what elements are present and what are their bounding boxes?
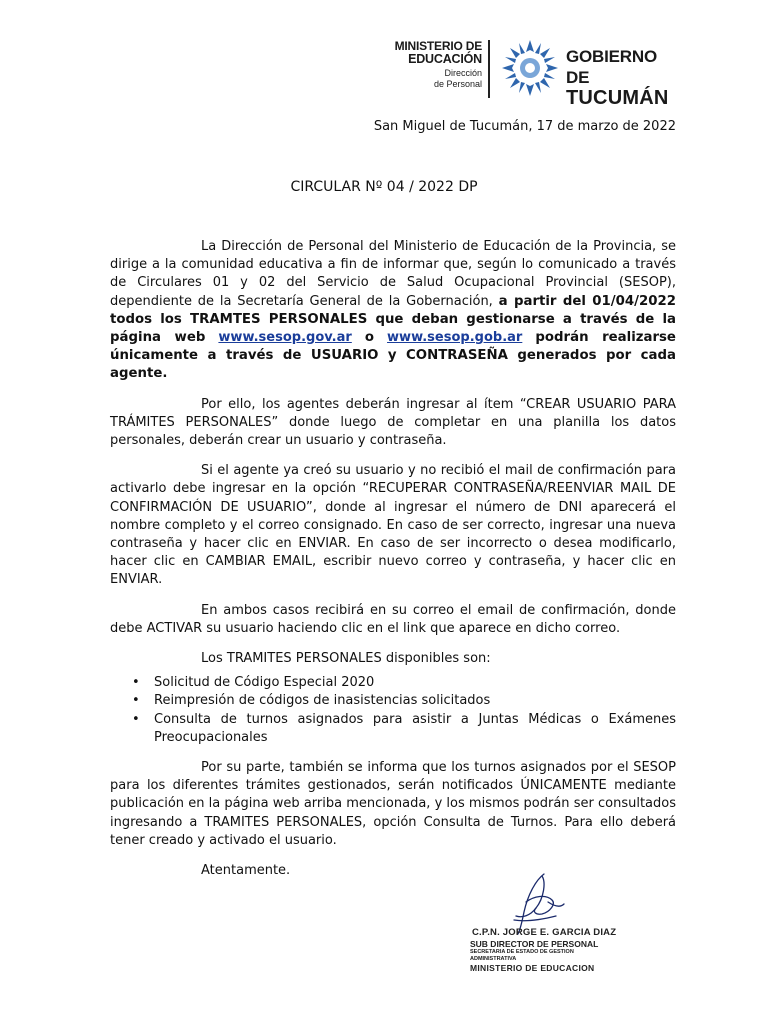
- list-item: [110, 711, 676, 747]
- signatory-role: SUB DIRECTOR DE PERSONAL: [470, 938, 599, 949]
- ministry-name-line2: EDUCACIÓN: [408, 52, 482, 66]
- letterhead: [382, 38, 682, 109]
- ministry-dept-line2: de Personal: [433, 79, 482, 89]
- paragraph-6: Por su parte, también se informa que los turnos asignados por el SESOP para los diferentes trámites gestionados, serán notificados ÚNICAMENTE mediante publicación en la página web arriba mencionada, y los mismos podrán ser consultados ingresando a TRAMITES PERSONALES, opción Consulta de Turnos. Para ello deberá tener creado y activado el usuario.: [110, 760, 676, 848]
- signatory-stamp: [470, 928, 620, 974]
- paragraph-1-text: La Dirección de Personal del Ministerio de Educación de la Provincia, se dirige a la comunidad educativa a fin de informar que, según lo comunicado a través de Circulares 01 y 02 del Servicio de Salud Ocupacional Provincial (SESOP), dependiente de la Secretaría General de la Gobernación,: [110, 239, 676, 309]
- ministry-dept-line1: Dirección: [444, 68, 482, 78]
- document-title: CIRCULAR Nº 04 / 2022 DP: [290, 179, 478, 195]
- list-item: [110, 674, 676, 692]
- paragraph-1-bold-b: podrán realizarse únicamente a través de USUARIO y CONTRASEÑA generados por cada agente.: [110, 330, 676, 382]
- list-item: [110, 692, 676, 710]
- signature-block: [470, 872, 620, 980]
- bullet-icon: •: [132, 693, 140, 709]
- tramites-list: [110, 674, 676, 747]
- signatory-department: SECRETARIA DE ESTADO DE GESTION ADMINISTRATIVA: [470, 949, 574, 962]
- list-item-text: Solicitud de Código Especial 2020: [154, 675, 375, 691]
- closing: Atentamente.: [201, 863, 291, 879]
- paragraph-1-bold-a: a partir del 01/04/2022 todos los TRAMTES PERSONALES que deban gestionarse a través de la página web: [110, 293, 676, 346]
- bullet-icon: •: [132, 711, 140, 727]
- ministry-logo: [382, 40, 482, 90]
- document-body: [110, 238, 676, 892]
- government-logo: [566, 46, 682, 109]
- tucuman-emblem-icon: [500, 38, 560, 98]
- signatory-ministry: MINISTERIO DE EDUCACION: [470, 963, 595, 973]
- signatory-name: C.P.N. JORGE E. GARCIA DIAZ: [472, 927, 617, 938]
- document-date: San Miguel de Tucumán, 17 de marzo de 2022: [373, 119, 676, 134]
- government-name-line1: GOBIERNO DE: [566, 47, 657, 87]
- sesop-gob-link[interactable]: www.sesop.gob.ar: [387, 330, 523, 346]
- ministry-name-line1: MINISTERIO DE: [394, 39, 482, 53]
- logo-divider: [488, 40, 490, 98]
- bullet-icon: •: [132, 675, 140, 691]
- paragraph-3: Si el agente ya creó su usuario y no recibió el mail de confirmación para activarlo debe ingresar en la opción “RECUPERAR CONTRASEÑA/REENVIAR MAIL DE CONFIRMACIÓN DE USUARIO”, donde al ingresar el número de DNI aparecerá el nombre completo y el correo consignado. En caso de ser correcto, ingresar una nueva contraseña y hacer clic en ENVIAR. En caso de ser incorrecto o desea modificarlo, hacer clic en CAMBIAR EMAIL, escribir nuevo correo y contraseña, y hacer clic en ENVIAR.: [110, 463, 676, 588]
- paragraph-2: Por ello, los agentes deberán ingresar al ítem “CREAR USUARIO PARA TRÁMITES PERSONALES” donde luego de completar en una planilla los datos personales, deberán crear un usuario y contraseña.: [110, 396, 676, 449]
- list-item-text: Consulta de turnos asignados para asistir a Juntas Médicas o Exámenes Preocupacionales: [154, 711, 676, 745]
- paragraph-5: Los TRAMITES PERSONALES disponibles son:: [201, 651, 491, 667]
- paragraph-4: En ambos casos recibirá en su correo el email de confirmación, donde debe ACTIVAR su usuario haciendo clic en el link que aparece en dicho correo.: [110, 602, 676, 636]
- government-name-line2: TUCUMÁN: [566, 87, 669, 109]
- sesop-gov-link[interactable]: www.sesop.gov.ar: [218, 330, 352, 346]
- paragraph-1-bold-o: o: [364, 330, 374, 346]
- list-item-text: Reimpresión de códigos de inasistencias solicitados: [154, 693, 491, 709]
- paragraph-1: [110, 238, 676, 384]
